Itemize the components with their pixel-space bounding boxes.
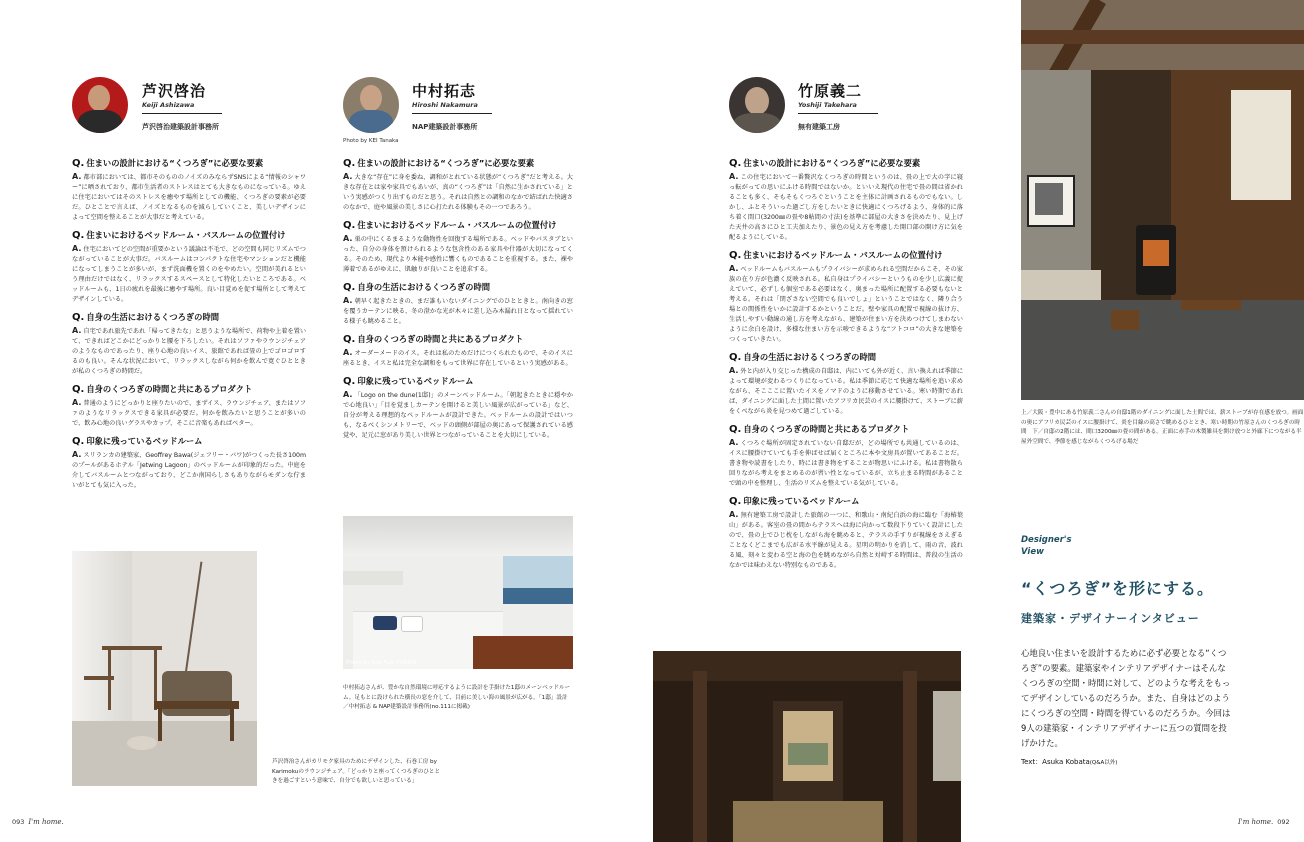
answer: A. スリランカの建築家、Geoffrey Bawa(ジェフリー・バワ)がつくった長さ100mのプールがあるホテル「Jetwing Lagoon」のベッドルームが印象的だった。中庭を介してバスルームとつながっており、どこか南国らしさもありながらモダンな佇まいがとても気に入った。 [72,450,306,489]
magazine-logo: I'm home. [28,818,64,826]
qa-item [72,158,306,223]
folio-left [12,818,64,826]
page-number: 093 [12,818,25,826]
qa-item [729,496,963,571]
qa-item [343,220,573,275]
answer: A. 無有建築工房で設計した旅館の一つに、和歌山・南紀白浜の海に臨む「海椿葉山」がある。客室の畳の間からテラスへは海に向かって数段下りていく設計にしたので、畳の上でひじ枕をしながら海を眺めると、テラスの手すりが視線をさえぎることなくどこまでも広がる水平線が見える。星明の明かりを消して、雨の音、波れる風、刻々と変わる空と海の色を眺めながら自然と対峙する時間は、普段の生活のなかでは味わえない特別なものである。 [729,510,963,569]
question: Q. 住まいにおけるベッドルーム・バスルームの位置付け [343,220,557,231]
answer: A. 外と内が入り交じった構成の自邸は、内にいても外が近く、言い換えれば季節によって環境が変わるつくりになっている。私は季節に応じて快適な場所を追い求めながら、そこここに置いたイスをノマドのように移動させている。寒い時期であれば、ダイニングに面した土間に置いたアフリカ民芸のイスに腰掛けて、ストーブに薪をくべながら炎を見つめて過ごしている。 [729,366,963,415]
avatar-nakamura [343,77,399,133]
feature-kicker: Designer's View [1021,535,1072,557]
photo-credit: Photo by KEI Tanaka [343,138,399,144]
feature-title: “くつろぎ”を形にする。 [1021,579,1215,598]
qa-item [343,376,573,441]
answer: A. この住宅において一番贅沢なくつろぎの時間というのは、畳の上で大の字に寝っ転がっての思いにふける時間ではないか。といいえ現代の住宅で畳の間は省かれることも多く、そもそもくつろぐということを主体に計画されるものでもない。しかし、ふとそういった過ごし方をしたいときに快適にくつろげるよう、身体的に落ち着く間口(3200㎜の畳や8帖間の寸法)を基準に部屋の大きさを決めたり、見上げた天井の高さにひと工夫加えたり、景色の見え方を考慮した開口部の開け方に気を配るようにしている。 [729,172,963,241]
question: Q. 自身の生活におけるくつろぎの時間 [72,312,220,323]
photo-caption: 上／大阪・豊中にある竹原義二さんの自邸1階のダイニングに面した土間では、薪ストーブが存在感を放つ。画面の奥にアフリカ民芸のイスに腰掛けて、炎を目線の高さで眺めるひととき、寒い時期の竹原さんのくつろぎの時間 下／自邸の2階には、間口3200㎜の畳の間がある。正面に赤手の木製雑具を開け放つと外廊下につながる半屋外空間で、季節を感じながらくつろげる場だ [1021,410,1304,445]
answer: A. 朝早く起きたときの、まだ誰もいないダイニングでのひとときと。南向きの窓を覆うカーテンに映る、冬の澄かな光が木々に差し込み木漏れ日となって揺れている様子も眺めること。 [343,296,573,325]
magazine-logo: I'm home. [1238,818,1274,826]
feature-subtitle: 建築家・デザイナーインタビュー [1021,612,1200,625]
photo-tatami-corridor [653,651,961,842]
qa-item [72,436,306,491]
answer: A. 巣の中にくるまるような動物性を回復する場所である。ベッドやバスタブといった、自分の身体を預けられるような包含性のある家具や什器が大切になってくる。そのため、現代より本能や感性に響くものであることを重視する。また、裸や薄着であるがゆえに、肌触りが良いことを追求する。 [343,234,573,273]
question: Q. 自身のくつろぎの時間と共にあるプロダクト [72,384,253,395]
photo-stove-dining [1021,0,1304,400]
question: Q. 自身のくつろぎの時間と共にあるプロダクト [343,334,524,345]
avatar-takehara [729,77,785,133]
question: Q. 印象に残っているベッドルーム [729,496,860,507]
qa-item [729,158,963,243]
qa-item [343,334,573,369]
photo-caption: 中村拓志さんが、豊かな自然環境に呼応するように設計を手掛けた1邸のメーンベッドルーム。足もとに設けられた横長の窓を介して、目前に美しい海の風景が広がる。「1邸」設計／中村拓志 & NAP建築設計事務所(no.111に掲載) [343,685,571,710]
designer-romanized-name: Hiroshi Nakamura [412,101,478,109]
qa-column-nakamura [343,158,573,498]
designer-office: NAP建築設計事務所 [412,123,478,131]
answer: A. オーダーメードのイス。それは私のためだけにつくられたもので、そのイスに座るとき、イスと私は完全な調和をもって世界に存在しているという実感がある。 [343,348,573,367]
question: Q. 印象に残っているベッドルーム [343,376,474,387]
qa-item [343,282,573,327]
feature-credit-text: Text：Asuka Kobata [1021,758,1090,766]
name-rule [412,113,492,114]
designer-office: 芦沢啓治建築設計事務所 [142,123,219,131]
answer: A. 普通のようにどっかりと座りたいので、まずイス、ラウンジチェア、またはソファのようなリラックスできる家具が必要だ。何かを飲みたいと思うことが多いので、飲み心地の良いグラスやカップ、そこに音楽もあればベター。 [72,398,306,427]
question: Q. 住まいにおけるベッドルーム・バスルームの位置付け [72,230,286,241]
folio-right [1238,818,1290,826]
question: Q. 住まいにおけるベッドルーム・バスルームの位置付け [729,250,943,261]
feature-credit [1021,757,1117,767]
question: Q. 自身の生活におけるくつろぎの時間 [343,282,491,293]
page-number: 092 [1277,818,1290,826]
question: Q. 印象に残っているベッドルーム [72,436,203,447]
qa-item [729,424,963,489]
feature-lead: 心地良い住まいを設計するために必ず必要となる“くつろぎ”の要素。建築家やインテリアデザイナーはそんなくつろぎの空間・時間に対して、どのような考えをもってデザインしているのだろうか。また、自身はどのようにくつろぎの空間・時間を得ているのだろうか。今回は9人の建築家・インテリアデザイナーに五つの質問を投げかけた。 [1021,648,1231,748]
designer-romanized-name: Keiji Ashizawa [142,101,195,109]
qa-column-ashizawa [72,158,306,528]
photo-ocean-bedroom [343,516,573,669]
answer: A. 「Logo on the dune(1邸)」のメーンベッドルーム。「朝起きたときに穏やかで心地良い」「目を覚ましカーテンを開けると美しい風景が広がっている」など、自分が考える理想的なベッドルームが設計できた。ベッドルームの設計ではいつも、なるべくシンメトリーで、ベッドの頭側が部屋の奥にあって保護されている感覚や、足元に窓があり美しい世界とつながっていることを大切にしている。 [343,390,573,439]
photo-lounge-chair-room [72,551,257,786]
qa-item [72,312,306,377]
photo-caption: 芦沢啓治さんがカリモク家具のためにデザインした、石巻工房 by Karimokuのラウンジチェア。「どっかりと座ってくつろぎのひとときを過ごすという意味で、自分でも欲しいと思っている」 [272,759,441,784]
answer: A. 住宅においてどの空間が重要かという議論は不毛で、どの空間も同じリズムでつながっていることが大事だ。バスルームはコンパクトな住宅やマンションだと機能になってしまうことが多いが、まず洗面機を置くのをやめたい。空間が美れるという理由だけではなく、リラックスするスペースとして特化したいところである。ベッドルームも、1日の疲れを最後に癒やす場所。良い目覚めを促す場所として考えてデザインしている。 [72,244,306,303]
name-rule [798,113,878,114]
feature-credit-note: (Q&A以外) [1089,760,1118,766]
question: Q. 自身のくつろぎの時間と共にあるプロダクト [729,424,910,435]
qa-item [72,384,306,429]
designer-name: 竹原義二 [798,82,863,100]
question: Q. 住まいの設計における“くつろぎ”に必要な要素 [72,158,264,169]
answer: A. ベッドルームもバスルームもプライバシーが求められる空間だからこそ、その家族の在り方が色濃く反映される。私自身はプライバシーというものを少し広義に捉えていて、必ずしも個室である必要はなく、奥まった場所に配置する必要もないと考える。それは「閉ざさない空間でも良いでしょ」ということではなく、隣り合う場との関係性をいかに設計するかということだ。壁や家具の配置で視線の抜け方、生活しやすい動線の通し方を考えながら、建築が住まい方を決めつけてしまわないように余白を設け、多様な住まい方を示唆できるような“フトコロ”の大きな建築をつくっていきたい。 [729,264,963,343]
photo-credit: Photo by Koji Fujii TOREAL [346,660,418,666]
designer-office: 無有建築工房 [798,123,840,131]
question: Q. 自身の生活におけるくつろぎの時間 [729,352,877,363]
question: Q. 住まいの設計における“くつろぎ”に必要な要素 [729,158,921,169]
avatar-ashizawa [72,77,128,133]
name-rule [142,113,222,114]
answer: A. 都市部においては、都市そのもののノイズのみならずSNSによる“情報のシャワー”に晒されており、都市生活者のストレスはとても大きなものになっている。ゆえに住宅においてはそのストレスを癒やす場所としての機能、くつろぎの要素が必要だ。ひとことで言えば、ノイズとなるものを減らしていくこと、美しいデザインによって空間を整えることが大事だと考えている。 [72,172,306,221]
qa-column-takehara [729,158,963,626]
answer: A. くつろぐ場所が固定されていない自邸だが、どの場所でも共通しているのは、イスに腰掛けていても手を伸ばせば届くところに本や文房具が置いてあることだ。書き物や読書をしたり、時には書き物をすることが物思いにふける。私は書物散ら回りながら考えをまとめるのが習い性となっているが、立ち止まる時間があることで頭の中を整理し、生活のリズムを整えている気がしている。 [729,438,963,487]
answer: A. 自宅であれ旅先であれ「帰ってきたな」と思うような場所で、荷物や上着を置いて、できればどこかにどっかりと腰を下ろしたい。それはソファやラウンジチェアのようなものであったり、座り心地の良いイス、旅館であれば畳の上でゴロゴロするのも良い。そんな状況において、リラックスしながら何かを飲んで寛ぐひとときが私のくつろぎの時間だ。 [72,326,306,375]
question: Q. 住まいの設計における“くつろぎ”に必要な要素 [343,158,535,169]
designer-name: 中村拓志 [412,82,477,100]
qa-item [729,352,963,417]
answer: A. 大きな“存在”に身を委ね、調和がとれている状態が“くつろぎ”だと考える。大きな存在とは家や家具でもあいが、真の“くつろぎ”は「自然に生かされている」という実感がつくり出すものだと思う。それは自然との調和のなかで結ばれた快適さのなかで、庭や風景の美しさに心打たれる体験もその一つであろう。 [343,172,573,211]
qa-item [729,250,963,345]
designer-romanized-name: Yoshiji Takehara [798,101,857,109]
designer-name: 芦沢啓治 [142,82,207,100]
qa-item [72,230,306,305]
qa-item [343,158,573,213]
